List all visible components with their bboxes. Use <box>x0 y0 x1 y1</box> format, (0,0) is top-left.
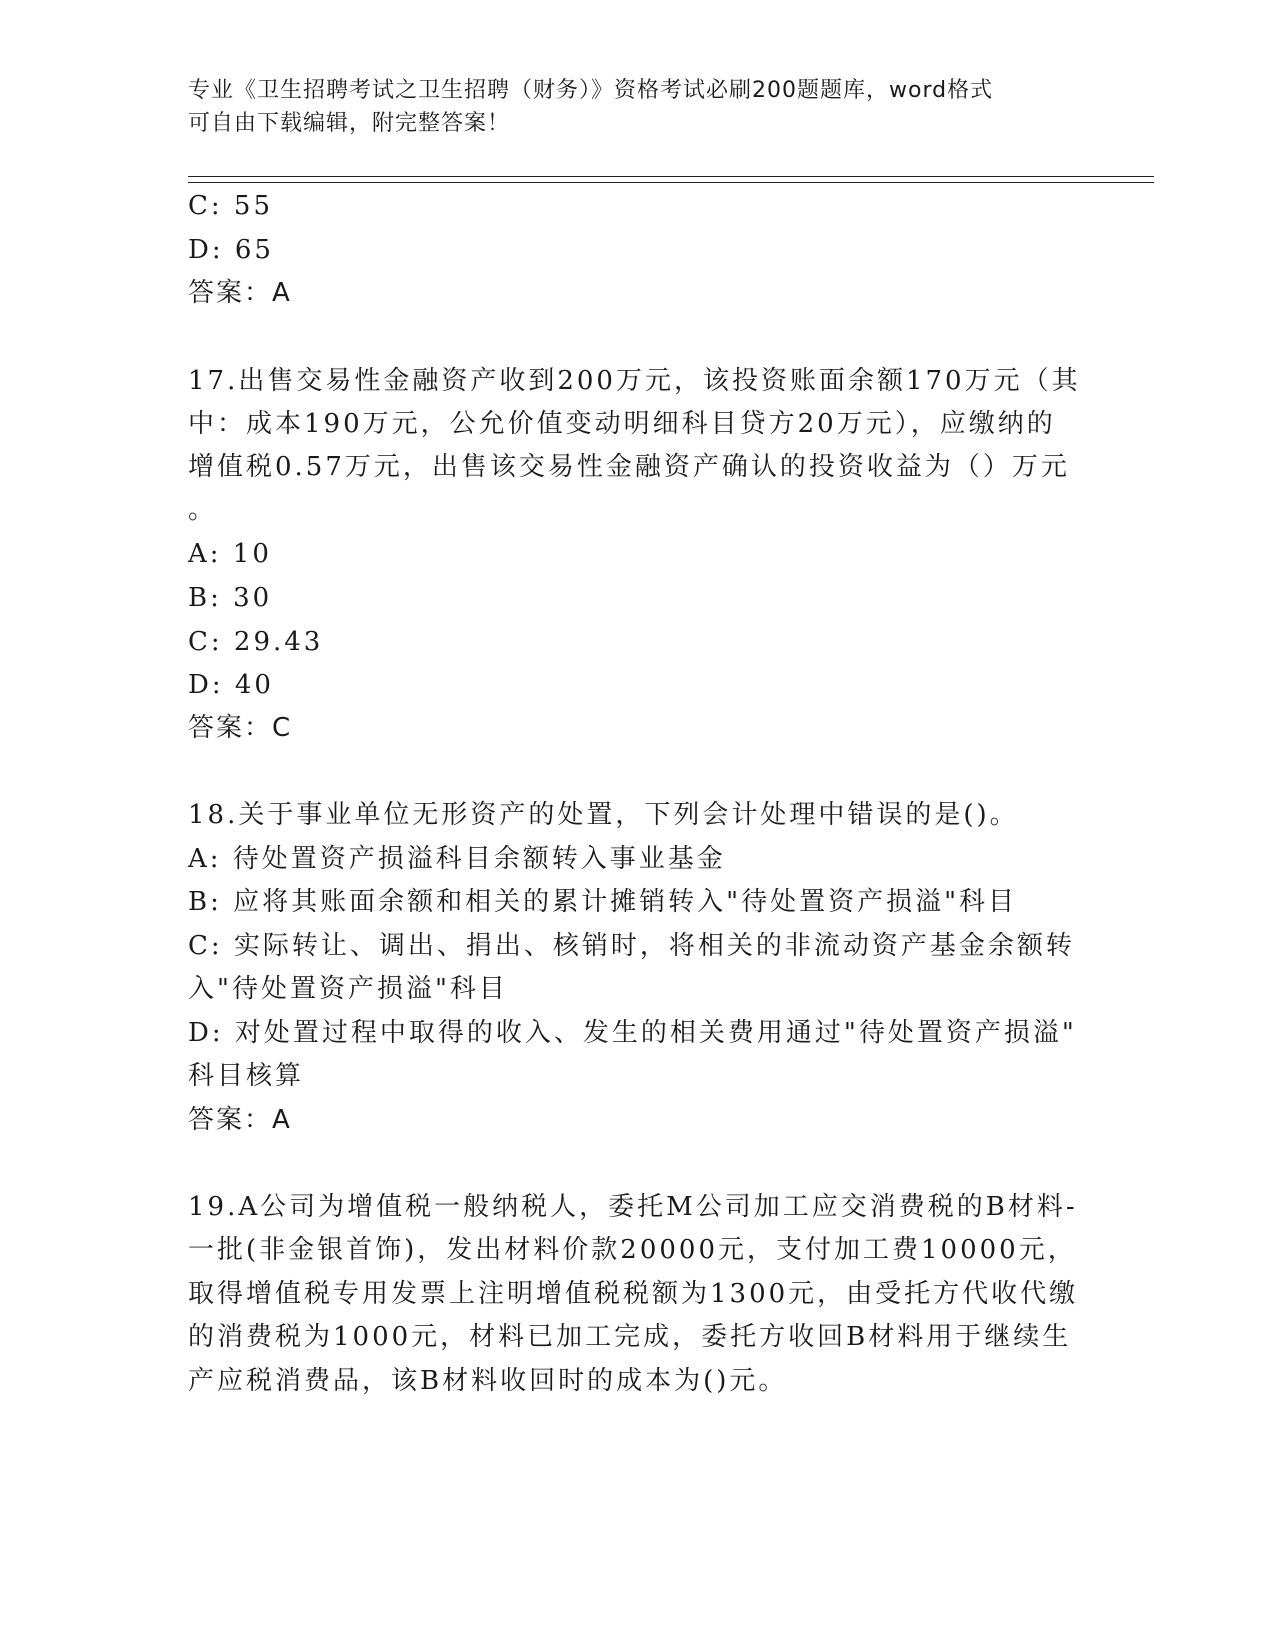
q18-option-b: B: 应将其账面余额和相关的累计摊销转入"待处置资产损溢"科目 <box>188 887 1018 917</box>
q17-stem-line-4: 。 <box>188 495 218 525</box>
q19-stem-line-2: 一批(非金银首饰)，发出材料价款20000元，支付加工费10000元， <box>188 1235 1077 1265</box>
q17-option-c: C: 29.43 <box>188 627 324 657</box>
document-header <box>188 74 1088 140</box>
header-title-line-1: 专业《卫生招聘考试之卫生招聘（财务）》资格考试必刷200题题库，word格式 <box>188 78 994 103</box>
q18-option-d-line-1: D: 对处置过程中取得的收入、发生的相关费用通过"待处置资产损溢" <box>188 1018 1077 1048</box>
q19-stem-line-4: 的消费税为1000元，材料已加工完成，委托方收回B材料用于继续生 <box>188 1322 1072 1352</box>
q17-option-d: D: 40 <box>188 670 274 700</box>
q16-option-d: D: 65 <box>188 235 274 265</box>
q17-answer: 答案：C <box>188 713 293 743</box>
q18-option-c-line-2: 入"待处置资产损溢"科目 <box>188 974 508 1004</box>
header-title-line-2: 可自由下载编辑，附完整答案！ <box>188 111 511 136</box>
q18-option-a: A: 待处置资产损溢科目余额转入事业基金 <box>188 844 726 874</box>
q18-option-c-line-1: C: 实际转让、调出、捐出、核销时，将相关的非流动资产基金余额转 <box>188 931 1075 961</box>
q16-option-c: C: 55 <box>188 191 274 221</box>
q18-stem: 18.关于事业单位无形资产的处置，下列会计处理中错误的是()。 <box>188 800 1019 830</box>
q17-stem-line-2: 中：成本190万元，公允价值变动明细科目贷方20万元），应缴纳的 <box>188 409 1056 439</box>
header-divider-top <box>188 176 1154 177</box>
header-divider-bottom <box>188 182 1154 183</box>
q19-stem-line-5: 产应税消费品，该B材料收回时的成本为()元。 <box>188 1366 788 1396</box>
q19-stem-line-3: 取得增值税专用发票上注明增值税税额为1300元，由受托方代收代缴 <box>188 1279 1079 1309</box>
q17-option-a: A: 10 <box>188 539 272 569</box>
q17-stem-line-1: 17.出售交易性金融资产收到200万元，该投资账面余额170万元（其 <box>188 366 1081 396</box>
q17-stem-line-3: 增值税0.57万元，出售该交易性金融资产确认的投资收益为（）万元 <box>188 452 1070 482</box>
q18-answer: 答案：A <box>188 1105 292 1135</box>
q17-option-b: B: 30 <box>188 583 273 613</box>
q18-option-d-line-2: 科目核算 <box>188 1061 305 1091</box>
q19-stem-line-1: 19.A公司为增值税一般纳税人，委托M公司加工应交消费税的B材料- <box>188 1192 1078 1222</box>
q16-answer: 答案：A <box>188 278 292 308</box>
